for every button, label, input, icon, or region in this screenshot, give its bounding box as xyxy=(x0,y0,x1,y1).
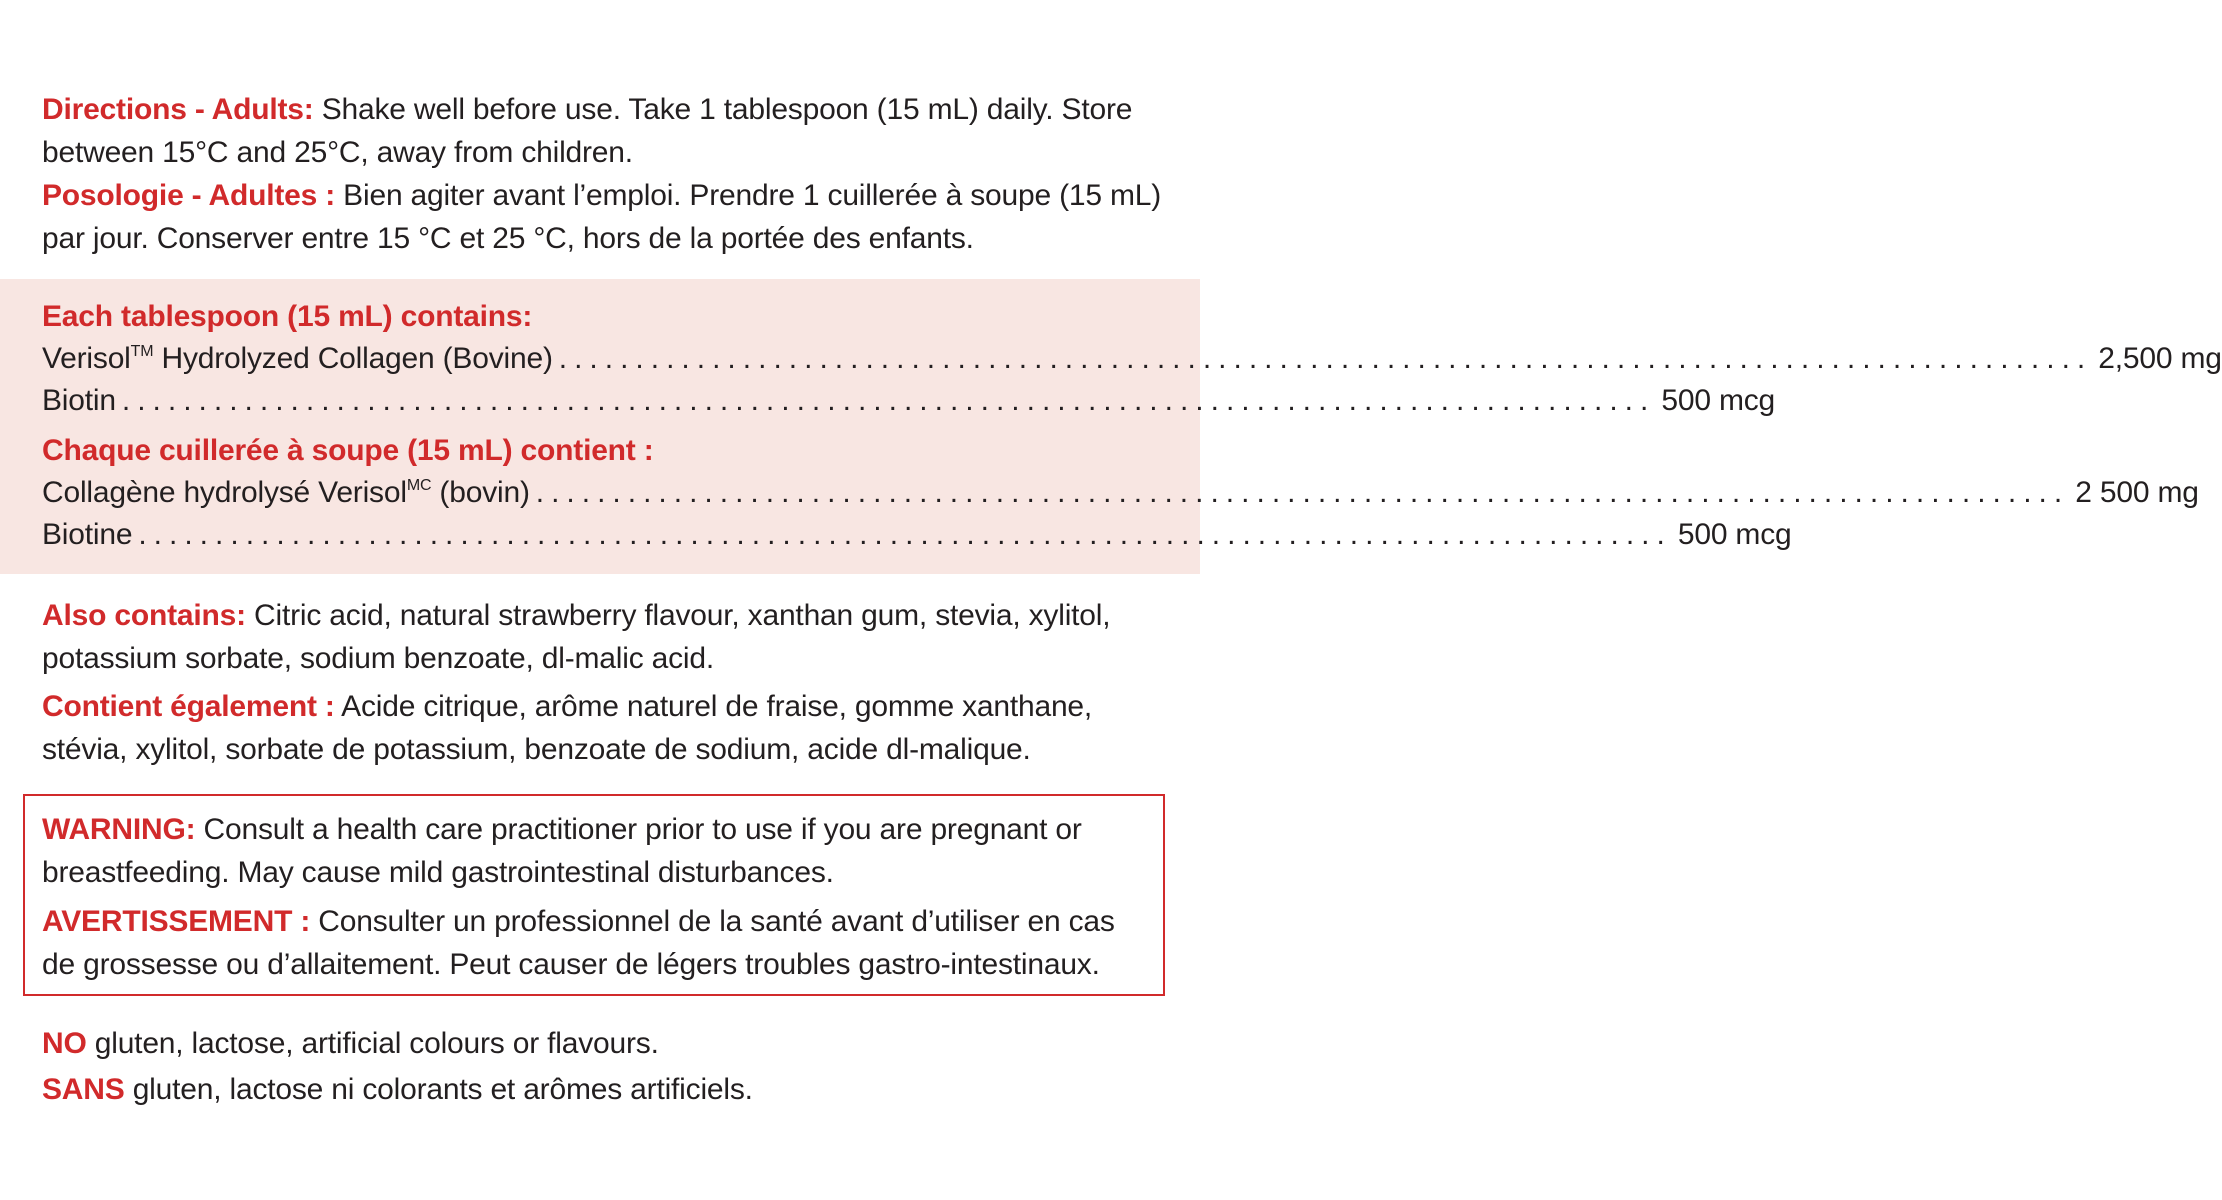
ingredient-name-main: Biotin xyxy=(42,384,116,417)
directions-en xyxy=(42,88,1162,174)
ingredient-amount: 500 mcg xyxy=(1677,518,1792,551)
ingredient-name-main: Collagène hydrolysé Verisol xyxy=(42,476,407,509)
ingredient-name-rest: Hydrolyzed Collagen (Bovine) xyxy=(153,342,553,375)
directions-en-text: Shake well before use. Take 1 tablespoon (15 mL) daily. Store between 15°C and 25°C, away from children. xyxy=(42,93,1133,169)
ingredient-name xyxy=(42,338,553,380)
warning-fr-label: AVERTISSEMENT : xyxy=(42,905,311,938)
trademark-mark: MC xyxy=(406,477,432,494)
ingredient-row xyxy=(42,472,2199,514)
ingredient-row xyxy=(42,380,1776,422)
also-contains-fr-text: Acide citrique, arôme naturel de fraise, gomme xanthane, stévia, xylitol, sorbate de potassium, benzoate de sodium, acide dl-malique. xyxy=(42,690,1093,766)
ingredient-name-rest: (bovin) xyxy=(431,476,530,509)
ingredient-amount: 2 500 mg xyxy=(2075,476,2199,509)
also-contains-fr-label: Contient également : xyxy=(42,690,335,723)
also-contains-en-label: Also contains: xyxy=(42,599,246,632)
also-contains-en xyxy=(42,594,1162,680)
trademark-mark: TM xyxy=(130,343,154,360)
free-from-en xyxy=(42,1022,1162,1065)
warning-en-label: WARNING: xyxy=(42,813,196,846)
ingredient-name xyxy=(42,380,116,422)
dot-leader: .................................................................................................... xyxy=(138,518,1672,551)
warning-en xyxy=(42,808,1142,894)
directions-fr xyxy=(42,174,1162,260)
free-from-en-text: gluten, lactose, artificial colours or flavours. xyxy=(86,1027,659,1060)
ingredient-amount: 2,500 mg xyxy=(2098,342,2222,375)
also-contains-fr xyxy=(42,685,1162,771)
ingredient-name xyxy=(42,514,132,556)
dot-leader: .................................................................................................... xyxy=(121,384,1656,417)
warning-fr xyxy=(42,900,1152,986)
ingredient-row xyxy=(42,338,2222,380)
ingredient-name xyxy=(42,472,530,514)
directions-en-label: Directions - Adults: xyxy=(42,93,314,126)
directions-fr-label: Posologie - Adultes : xyxy=(42,179,336,212)
free-from-fr-text: gluten, lactose ni colorants et arômes artificiels. xyxy=(124,1073,753,1106)
ingredient-amount: 500 mcg xyxy=(1661,384,1776,417)
ingredients-en-heading: Each tablespoon (15 mL) contains: xyxy=(42,300,533,333)
also-contains-en-text: Citric acid, natural strawberry flavour, xanthan gum, stevia, xylitol, potassium sorbate, sodium benzoate, dl-malic acid. xyxy=(42,599,1111,675)
ingredients-fr-heading: Chaque cuillerée à soupe (15 mL) contient : xyxy=(42,434,654,467)
ingredient-row xyxy=(42,514,1792,556)
directions-fr-text: Bien agiter avant l’emploi. Prendre 1 cuillerée à soupe (15 mL) par jour. Conserver entre 15 °C et 25 °C, hors de la portée des enfants. xyxy=(42,179,1162,255)
free-from-en-label: NO xyxy=(42,1027,87,1060)
ingredient-name-main: Biotine xyxy=(42,518,133,551)
dot-leader: .................................................................................................... xyxy=(558,342,2093,375)
warning-en-text: Consult a health care practitioner prior to use if you are pregnant or breastfeeding. May cause mild gastrointestinal disturbances. xyxy=(42,813,1082,889)
dot-leader: .................................................................................................... xyxy=(535,476,2070,509)
free-from-fr xyxy=(42,1068,1162,1111)
ingredient-name-main: Verisol xyxy=(42,342,131,375)
warning-fr-text: Consulter un professionnel de la santé avant d’utiliser en cas de grossesse ou d’allaitement. Peut causer de légers troubles gastro-intestinaux. xyxy=(42,905,1115,981)
free-from-fr-label: SANS xyxy=(42,1073,125,1106)
